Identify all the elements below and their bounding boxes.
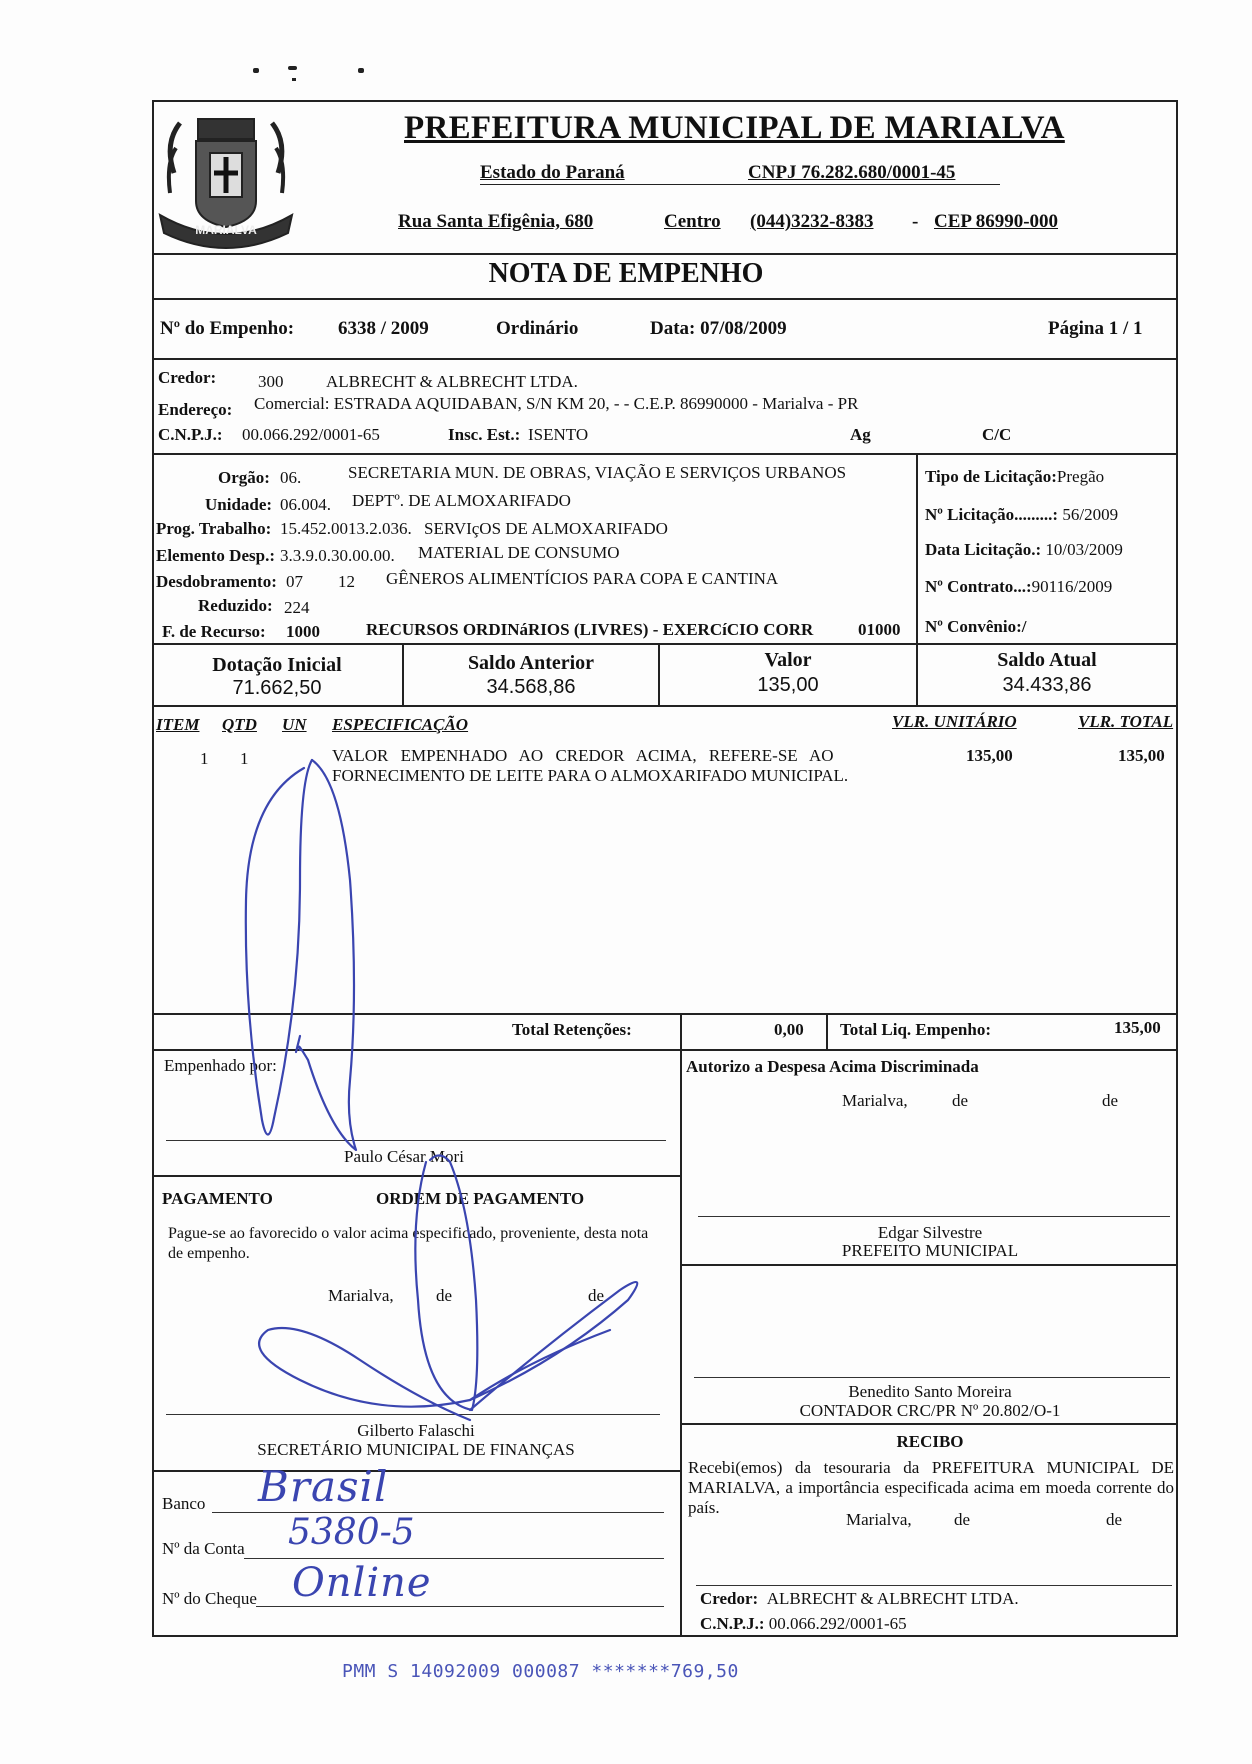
orgao-code: 06. [280,468,302,487]
total-liquido-label: Total Liq. Empenho: [840,1020,991,1039]
autorizo-de2: de [1102,1091,1119,1110]
ordem-pagamento: ORDEM DE PAGAMENTO [376,1189,585,1208]
desdobramento-label: Desdobramento: [156,572,277,591]
reduzido-value: 224 [284,598,310,617]
total-liquido-value: 135,00 [1114,1018,1161,1037]
reduzido-label: Reduzido: [198,596,273,615]
recibo-de2: de [1106,1510,1123,1529]
recurso-label: F. de Recurso: [162,622,266,641]
unidade-name: DEPTº. DE ALMOXARIFADO [352,491,571,510]
recibo-city: Marialva, [846,1510,912,1529]
recibo-credor-label: Credor: [700,1589,759,1608]
pagamento-de1: de [436,1286,453,1305]
item-qtd: 1 [240,749,249,768]
header-cnpj: CNPJ 76.282.680/0001-45 [748,162,956,183]
ag-label: Ag [850,425,871,444]
total-retencoes-value: 0,00 [774,1020,804,1039]
tipo-licitacao-label: Tipo de Licitação: [925,467,1057,486]
elemento-code: 3.3.9.0.30.00.00. [280,546,395,565]
total-retencoes-label: Total Retenções: [512,1020,632,1039]
credor-name: ALBRECHT & ALBRECHT LTDA. [326,372,578,391]
header-address-district: Centro [664,211,721,232]
col-item: ITEM [156,715,200,734]
banco-label: Banco [162,1494,206,1513]
cheque-label: Nº do Cheque [162,1589,257,1608]
dotacao-inicial-value: 71.662,50 [232,677,322,699]
valor-label: Valor [764,649,812,671]
header-dash: - [912,211,919,232]
saldo-atual-value: 34.433,86 [1002,674,1092,696]
valor-value: 135,00 [757,674,819,696]
autorizo-city: Marialva, [842,1091,908,1110]
conta-handwriting: 5380-5 [288,1512,415,1553]
tipo-licitacao-value: Pregão [1056,467,1105,486]
saldo-anterior-value: 34.568,86 [486,676,576,698]
pagamento-label: PAGAMENTO [162,1189,273,1208]
prog-label: Prog. Trabalho: [156,519,272,538]
elemento-name: MATERIAL DE CONSUMO [418,543,620,562]
col-qtd: QTD [222,715,257,734]
address-label: Endereço: [158,400,233,419]
prefeito-title: PREFEITO MUNICIPAL [841,1241,1019,1260]
header-phone: (044)3232-8383 [750,211,874,232]
data-licitacao-label: Data Licitação.: [925,540,1042,559]
recibo-text: Recebi(emos) da tesouraria da PREFEITURA MUNICIPAL DE MARIALVA, a importância especificada acima em moeda corrente do país. [688,1458,1174,1517]
document-title: NOTA DE EMPENHO [488,258,764,289]
pagamento-text: Pague-se ao favorecido o valor acima especificado, proveniente, desta nota de empenho. [168,1225,649,1262]
data-licitacao-value: 10/03/2009 [1045,540,1123,559]
desdobramento-name: GÊNEROS ALIMENTÍCIOS PARA COPA E CANTINA [386,569,779,588]
saldo-anterior-label: Saldo Anterior [467,652,595,674]
recibo-label: RECIBO [896,1432,964,1451]
contrato-value: 90116/2009 [1031,577,1113,596]
credor-address: Comercial: ESTRADA AQUIDABAN, S/N KM 20, - - C.E.P. 86990000 - Marialva - PR [254,394,859,413]
prog-code: 15.452.0013.2.036. [280,519,412,538]
item-number: 1 [200,749,209,768]
contador-title: CONTADOR CRC/PR Nº 20.802/O-1 [799,1401,1061,1420]
numero-licitacao-label: Nº Licitação.........: [925,505,1059,524]
convenio-label: Nº Convênio:/ [925,617,1027,636]
recibo-credor-name: ALBRECHT & ALBRECHT LTDA. [766,1589,1019,1608]
recibo-cnpj-label: C.N.P.J.: [700,1614,765,1633]
empenho-date: Data: 07/08/2009 [650,318,787,339]
empenhado-label: Empenhado por: [164,1056,277,1075]
elemento-label: Elemento Desp.: [156,546,275,565]
saldo-atual-label: Saldo Atual [997,649,1097,671]
banco-handwriting: Brasil [258,1462,389,1511]
recurso-code: 1000 [286,622,320,641]
credor-label: Credor: [158,368,217,387]
numero-licitacao-value: 56/2009 [1062,505,1119,524]
col-total-value: VLR. TOTAL [1078,712,1174,731]
credor-code: 300 [258,372,284,391]
header-cep: CEP 86990-000 [934,211,1059,232]
empenho-number-label: Nº do Empenho: [160,318,295,339]
desdobramento-a: 07 [286,572,303,591]
page-number: Página 1 / 1 [1048,318,1143,339]
recurso-name: RECURSOS ORDINáRIOS (LIVRES) - EXERCíCIO CORR [366,620,814,639]
unidade-code: 06.004. [280,495,331,514]
secretario-name: Gilberto Falaschi [357,1421,475,1440]
empenhado-name: Paulo César Mori [344,1147,464,1166]
col-spec: ESPECIFICAÇÃO [332,715,469,734]
logo-banner-text: MARIALVA [195,223,257,237]
credor-cnpj: 00.066.292/0001-65 [242,425,380,444]
prefeito-name: Edgar Silvestre [877,1223,983,1242]
state-name: Estado do Paraná [480,162,625,183]
unidade-label: Unidade: [205,495,273,514]
cheque-handwriting: Online [292,1560,432,1606]
recibo-de1: de [954,1510,971,1529]
pagamento-de2: de [588,1286,605,1305]
secretario-title: SECRETÁRIO MUNICIPAL DE FINANÇAS [257,1440,575,1459]
item-spec-line1: VALOR EMPENHADO AO CREDOR ACIMA, REFERE-SE AO [332,746,834,765]
conta-label: Nº da Conta [162,1539,245,1558]
autorizo-label: Autorizo a Despesa Acima Discriminada [686,1057,979,1076]
dotacao-inicial-label: Dotação Inicial [212,654,342,676]
col-unit-value: VLR. UNITÁRIO [892,712,1017,731]
autorizo-de1: de [952,1091,969,1110]
cc-label: C/C [982,425,1012,444]
empenho-type: Ordinário [496,318,579,339]
recurso-number: 01000 [858,620,901,639]
cnpj-label: C.N.P.J.: [158,425,223,444]
payment-stamp: PMM S 14092009 000087 *******769,50 [342,1661,739,1682]
insc-value: ISENTO [528,425,589,444]
prog-name: SERVIçOS DE ALMOXARIFADO [424,519,668,538]
desdobramento-b: 12 [338,572,355,591]
header-address-street: Rua Santa Efigênia, 680 [398,211,594,232]
page-title: PREFEITURA MUNICIPAL DE MARIALVA [404,110,1065,146]
item-unit-value: 135,00 [966,746,1013,765]
insc-label: Insc. Est.: [448,425,521,444]
contador-name: Benedito Santo Moreira [848,1382,1012,1401]
orgao-name: SECRETARIA MUN. DE OBRAS, VIAÇÃO E SERVIÇOS URBANOS [348,463,847,482]
empenho-number: 6338 / 2009 [338,318,429,339]
col-un: UN [282,715,307,734]
pagamento-city: Marialva, [328,1286,394,1305]
contrato-label: Nº Contrato...: [925,577,1032,596]
recibo-cnpj-value: 00.066.292/0001-65 [768,1614,907,1633]
item-spec-line2: FORNECIMENTO DE LEITE PARA O ALMOXARIFADO MUNICIPAL. [332,766,849,785]
orgao-label: Orgão: [218,468,270,487]
item-total-value: 135,00 [1118,746,1165,765]
